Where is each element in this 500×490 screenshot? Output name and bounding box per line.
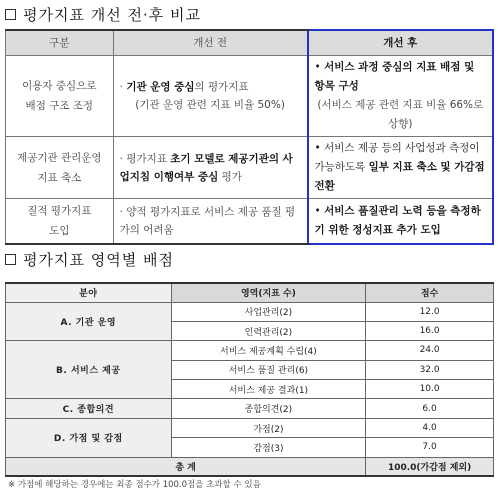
total-row bbox=[6, 457, 494, 476]
score-cell: 4.0 bbox=[366, 418, 494, 437]
after-cell: • 서비스 품질관리 노력 등을 측정하기 위한 정성지표 추가 도입 bbox=[308, 199, 493, 245]
after-cell: • 서비스 제공 등의 사업성과 측정이 가능하도록 일부 지표 축소 및 가감점 전환 bbox=[308, 137, 493, 199]
indicator-cell: 서비스 제공계획 수립(4) bbox=[171, 341, 366, 360]
before-cell: · 기관 운영 중심의 평가지표 (기관 운영 관련 지표 비율 50%) bbox=[113, 56, 307, 137]
header-indicator: 영역(지표 수) bbox=[171, 283, 366, 302]
indicator-cell: 종합의견(2) bbox=[171, 399, 366, 418]
indicator-cell: 가점(2) bbox=[171, 418, 366, 437]
indicator-cell: 감점(3) bbox=[171, 438, 366, 457]
table-row bbox=[6, 302, 494, 321]
indicator-cell: 인력관리(2) bbox=[171, 321, 366, 340]
area-cell: B. 서비스 제공 bbox=[6, 341, 172, 399]
score-cell: 10.0 bbox=[366, 380, 494, 399]
scoring-table bbox=[5, 282, 494, 477]
score-cell: 6.0 bbox=[366, 399, 494, 418]
header-after: 개선 후 bbox=[308, 30, 493, 56]
score-cell: 12.0 bbox=[366, 302, 494, 321]
score-cell: 16.0 bbox=[366, 321, 494, 340]
category-cell: 이용자 중심으로 배점 구조 조정 bbox=[6, 56, 114, 137]
area-cell: C. 종합의견 bbox=[6, 399, 172, 418]
area-cell: D. 가점 및 감점 bbox=[6, 418, 172, 457]
area-cell: A. 기관 운영 bbox=[6, 302, 172, 341]
after-cell: • 서비스 과정 중심의 지표 배점 및 항목 구성 (서비스 제공 관련 지표 비율 66%로 상향) bbox=[308, 56, 493, 137]
section-title-comparison bbox=[5, 4, 201, 25]
comparison-table bbox=[5, 29, 494, 245]
table-row bbox=[6, 418, 494, 437]
table-row bbox=[6, 341, 494, 360]
indicator-cell: 서비스 제공 결과(1) bbox=[171, 380, 366, 399]
checkbox-square-icon bbox=[5, 9, 16, 20]
category-cell: 질적 평가지표 도입 bbox=[6, 199, 114, 245]
header-category: 구분 bbox=[6, 30, 114, 56]
indicator-cell: 서비스 품질 관리(6) bbox=[171, 360, 366, 379]
total-score: 100.0(가감점 제외) bbox=[366, 457, 494, 476]
checkbox-square-icon bbox=[5, 254, 16, 265]
before-cell: · 양적 평가지표로 서비스 제공 품질 평가의 어려움 bbox=[113, 199, 307, 245]
section-title-scoring bbox=[5, 249, 174, 270]
total-label: 총 계 bbox=[6, 457, 366, 476]
before-cell: · 평가지표 초기 모델로 제공기관의 사업지침 이행여부 중심 평가 bbox=[113, 137, 307, 199]
footnote: ※ 가점에 해당하는 경우에는 최종 점수가 100.0점을 초과할 수 있음 bbox=[8, 480, 261, 490]
table-row bbox=[6, 199, 494, 245]
header-area: 분야 bbox=[6, 283, 172, 302]
table-row bbox=[6, 137, 494, 199]
table-row bbox=[6, 56, 494, 137]
header-before: 개선 전 bbox=[113, 30, 307, 56]
section-title-text: 평가지표 영역별 배점 bbox=[23, 251, 174, 269]
header-score: 점수 bbox=[366, 283, 494, 302]
section-title-text: 평가지표 개선 전·후 비교 bbox=[23, 6, 201, 24]
score-cell: 24.0 bbox=[366, 341, 494, 360]
table-row bbox=[6, 399, 494, 418]
score-cell: 32.0 bbox=[366, 360, 494, 379]
score-cell: 7.0 bbox=[366, 438, 494, 457]
category-cell: 제공기관 관리운영 지표 축소 bbox=[6, 137, 114, 199]
indicator-cell: 사업관리(2) bbox=[171, 302, 366, 321]
